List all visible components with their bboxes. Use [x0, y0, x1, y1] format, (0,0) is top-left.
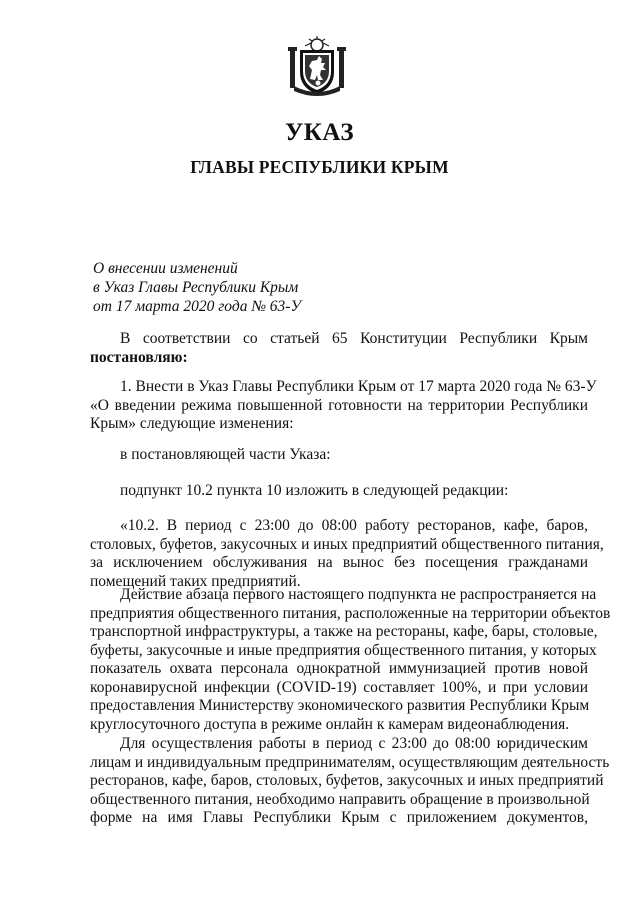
paragraph-line: Крым» следующие изменения: [90, 415, 294, 432]
subject-line: в Указ Главы Республики Крым [93, 279, 299, 296]
preamble-paragraph [90, 330, 588, 367]
paragraph-line: 1. Внести в Указ Главы Республики Крым от 17 марта 2020 года № 63-У [120, 378, 597, 395]
clause-10-2-paragraph [90, 517, 604, 591]
document-subtitle: ГЛАВЫ РЕСПУБЛИКИ КРЫМ [190, 157, 449, 177]
resolve-word: постановляю: [90, 348, 188, 366]
document-title: УКАЗ [284, 119, 355, 146]
exemption-paragraph [90, 586, 611, 734]
paragraph-line: ресторанов, кафе, баров, столовых, буфетов, закусочных и иных предприятий [90, 772, 604, 789]
paragraph-line: Действие абзаца первого настоящего подпункта не распространяется на [120, 586, 597, 603]
instruction-line: подпункт 10.2 пункта 10 изложить в следующей редакции: [120, 482, 509, 499]
paragraph-line: столовых, буфетов, закусочных и иных предприятий общественного питания, [90, 535, 604, 553]
paragraph-line: «10.2. В период с 23:00 до 08:00 работу ресторанов, кафе, баров, [120, 517, 588, 534]
paragraph-line: буфеты, закусочные и иные предприятия общественного питания, у которых [90, 641, 597, 659]
paragraph-line: предприятия общественного питания, расположенные на территории объектов [90, 604, 611, 622]
paragraph-line: предоставления Министерству экономического развития Республики Крым [90, 697, 590, 714]
paragraph-line: Для осуществления работы в период с 23:00 до 08:00 юридическим [120, 735, 588, 752]
paragraph-line: общественного питания, необходимо направить обращение в произвольной [90, 790, 590, 808]
paragraph-line: «О введении режима повышенной готовности на территории Республики [90, 396, 588, 414]
subject-line: от 17 марта 2020 года № 63-У [93, 298, 301, 315]
paragraph-line: В соответствии со статьей 65 Конституции Республики Крым [120, 330, 588, 347]
paragraph-line: транспортной инфраструктуры, а также на рестораны, кафе, бары, столовые, [90, 623, 598, 640]
document-subject [93, 259, 301, 316]
subject-line: О внесении изменений [93, 260, 238, 277]
item-1-paragraph [90, 378, 597, 434]
paragraph-line: форме на имя Главы Республики Крым с приложением документов, [90, 809, 588, 826]
crimea-coat-of-arms-icon [288, 36, 346, 96]
paragraph-line: круглосуточного доступа в режиме онлайн к камерам видеонаблюдения. [90, 715, 570, 733]
night-work-paragraph [90, 735, 610, 828]
paragraph-line: помещений таких предприятий. [90, 572, 301, 590]
paragraph-line: коронавирусной инфекции (COVID-19) составляет 100%, и при условии [90, 678, 588, 696]
paragraph-line: лицам и индивидуальным предпринимателям, осуществляющим деятельность [90, 753, 610, 771]
paragraph-line: показатель охвата персонала однократной иммунизацией против новой [90, 660, 588, 677]
instruction-line: в постановляющей части Указа: [120, 446, 331, 463]
paragraph-line: за исключением обслуживания на вынос без посещения гражданами [90, 554, 588, 571]
